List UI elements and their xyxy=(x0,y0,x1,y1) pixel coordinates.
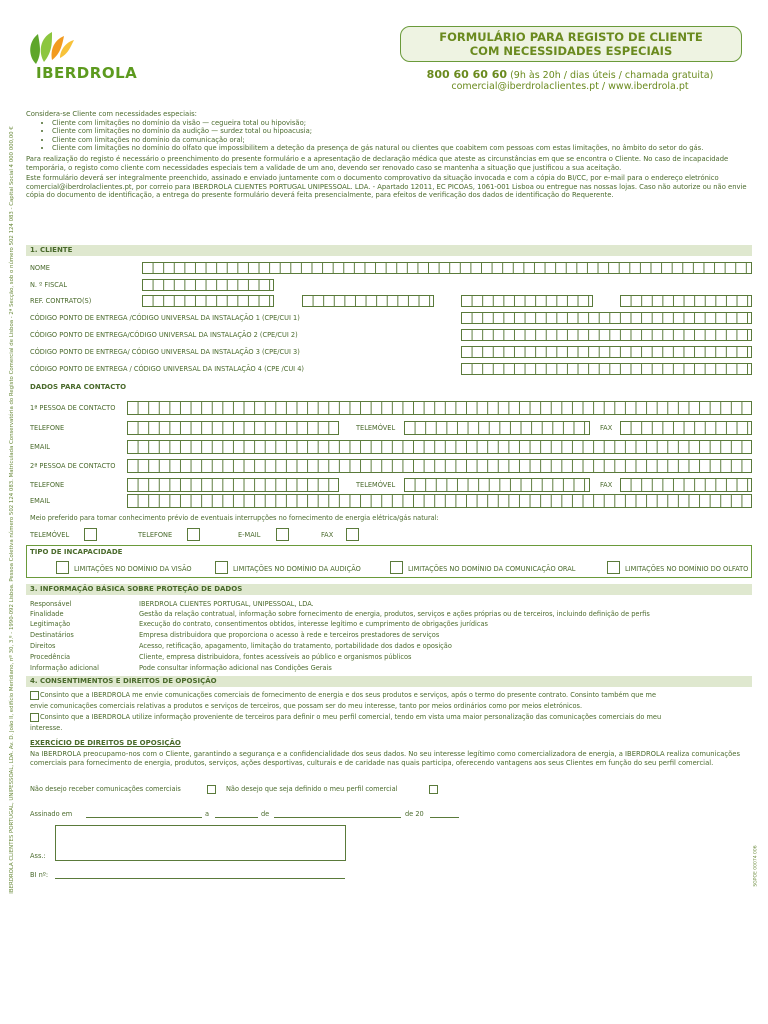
consent1-text-a: Consinto que a IBERDROLA me envie comunicações comerciais de fornecimento de energia e dos seus produtos e serviços, após o termo do presente contrato. Consinto também que me xyxy=(40,691,656,699)
incap-oral-checkbox[interactable] xyxy=(390,561,403,574)
phone-number: 800 60 60 60 xyxy=(426,68,508,81)
protect-key: Destinatários xyxy=(30,631,74,639)
intro-para1: Para realização do registo é necessário o preenchimento do presente formulário e a apresentação de declaração médica que ateste as circunstâncias em que se encontra o Cliente. No caso de incapacidade temporária, o registo como cliente com necessidades especiais tem a validade de um ano, devendo ser renovado caso se mantenha a situação que justificou a sua aceitação. xyxy=(26,154,729,172)
protect-key: Direitos xyxy=(30,642,56,650)
signed-de-label: de xyxy=(261,810,270,818)
protect-value: IBERDROLA CLIENTES PORTUGAL, UNIPESSOAL, LDA. xyxy=(139,600,314,608)
opt-no-communications-label: Não desejo receber comunicações comerciais xyxy=(30,785,181,793)
tlm1-field[interactable] xyxy=(404,421,590,435)
email2-field[interactable] xyxy=(127,494,752,508)
pref-tel-checkbox[interactable] xyxy=(187,528,200,541)
incapacity-title: TIPO DE INCAPACIDADE xyxy=(30,548,123,556)
iberdrola-logo xyxy=(24,28,154,84)
incap-audicao-checkbox[interactable] xyxy=(215,561,228,574)
ref-contrato-field-3[interactable] xyxy=(461,295,593,307)
protect-value: Cliente, empresa distribuidora, fontes acessíveis ao público e organismos públicos xyxy=(139,653,412,661)
cpe4-field[interactable] xyxy=(461,363,752,375)
intro-lead: Considera-se Cliente com necessidades especiais: xyxy=(26,110,197,118)
fax1-label: FAX xyxy=(600,424,613,432)
intro-bullet: • Cliente com limitações no domínio da visão — cegueira total ou hipovisão; xyxy=(52,119,754,128)
signed-month-field[interactable] xyxy=(274,817,401,818)
email1-label: EMAIL xyxy=(30,443,50,451)
nif-label: N. º FISCAL xyxy=(30,281,68,289)
protect-key: Procedência xyxy=(30,653,71,661)
signed-year-label: de 20 xyxy=(405,810,424,818)
section-protecao-header: 3. INFORMAÇÃO BÁSICA SOBRE PROTEÇÃO DE DADOS xyxy=(26,584,752,595)
protect-value: Pode consultar informação adicional nas Condições Gerais xyxy=(139,664,332,672)
consent2-text-b: interesse. xyxy=(30,724,63,732)
cpe1-label: CÓDIGO PONTO DE ENTREGA /CÓDIGO UNIVERSAL DA INSTALAÇÃO 1 (CPE/CUI 1) xyxy=(30,314,300,322)
pref-email-checkbox[interactable] xyxy=(276,528,289,541)
opt-no-profile-label: Não desejo que seja definido o meu perfil comercial xyxy=(226,785,398,793)
preferred-contact-text: Meio preferido para tomar conhecimento prévio de eventuais interrupções no fornecimento de energia elétrica/gás natural: xyxy=(30,514,439,522)
tel2-field[interactable] xyxy=(127,478,339,492)
fax1-field[interactable] xyxy=(620,421,752,435)
intro-bullet: • Cliente com limitações no domínio da audição — surdez total ou hipoacusia; xyxy=(52,127,754,136)
form-title-line1: FORMULÁRIO PARA REGISTO DE CLIENTE xyxy=(439,30,703,44)
protect-key: Informação adicional xyxy=(30,664,99,672)
section-consent-header: 4. CONSENTIMENTOS E DIREITOS DE OPOSIÇÃO xyxy=(26,676,752,687)
person1-field[interactable] xyxy=(127,401,752,415)
tlm2-field[interactable] xyxy=(404,478,590,492)
incap-vision-checkbox[interactable] xyxy=(56,561,69,574)
tel1-field[interactable] xyxy=(127,421,339,435)
pref-fax-label: FAX xyxy=(321,531,334,539)
protect-key: Legitimação xyxy=(30,620,71,628)
tlm1-label: TELEMÓVEL xyxy=(356,424,396,432)
cpe2-field[interactable] xyxy=(461,329,752,341)
incap-olfato-checkbox[interactable] xyxy=(607,561,620,574)
person2-field[interactable] xyxy=(127,459,752,473)
protect-key: Responsável xyxy=(30,600,72,608)
form-code xyxy=(752,846,760,886)
protect-value: Gestão da relação contratual, informação sobre fornecimento de energia, produtos, serviços e ações próprias ou de terceiros, incluindo definição de perfis xyxy=(139,610,650,618)
form-title-box xyxy=(400,26,742,62)
pref-fax-checkbox[interactable] xyxy=(346,528,359,541)
person1-label: 1ª PESSOA DE CONTACTO xyxy=(30,404,116,412)
ass-label: Ass.: xyxy=(30,852,46,860)
nome-label: NOME xyxy=(30,264,50,272)
bi-label: BI nº: xyxy=(30,871,49,879)
email1-field[interactable] xyxy=(127,440,752,454)
ref-contrato-field-2[interactable] xyxy=(302,295,434,307)
phone-hours: (9h às 20h / dias úteis / chamada gratuita) xyxy=(510,70,714,81)
nif-field[interactable] xyxy=(142,279,274,291)
email2-label: EMAIL xyxy=(30,497,50,505)
pref-email-label: E-MAIL xyxy=(238,531,261,539)
intro-bullet: • Cliente com limitações no domínio da comunicação oral; xyxy=(52,136,754,145)
form-code-text: SGPOE 00074 006 xyxy=(753,845,759,887)
ref-contrato-field-4[interactable] xyxy=(620,295,752,307)
tel1-label: TELEFONE xyxy=(30,424,65,432)
cpe3-field[interactable] xyxy=(461,346,752,358)
signature-box[interactable] xyxy=(55,825,346,861)
leaf-logo-icon xyxy=(24,28,84,68)
pref-tlm-label: TELEMÓVEL xyxy=(30,531,70,539)
incap-oral-label: LIMITAÇÕES NO DOMÍNIO DA COMUNICAÇÃO ORAL xyxy=(408,565,576,573)
consent1-text-b: envie comunicações comerciais relativas a produtos e serviços de terceiros, que possam ser do meu interesse, tanto por meios ordinários como por meios eletrónicos. xyxy=(30,702,583,710)
sidebar-legal-text-content: IBERDROLA CLIENTES PORTUGAL, UNIPESSOAL, LDA. Av. D. João II, edifício Meridiano, nº 30, 3.º - 1990-092 Lisboa. Pessoa Coletiva número 502 124 083. Matriculada Conservatória do Registo Comercial de Lisboa - 2ª Secção, sob o número 502 124 083 - Capital Social 4 000 000,00 € xyxy=(9,126,15,894)
pref-tel-label: TELEFONE xyxy=(138,531,173,539)
cpe3-label: CÓDIGO PONTO DE ENTREGA/ CÓDIGO UNIVERSAL DA INSTALAÇÃO 3 (CPE/CUI 3) xyxy=(30,348,300,356)
nome-field[interactable] xyxy=(142,262,752,274)
fax2-label: FAX xyxy=(600,481,613,489)
incap-vision-label: LIMITAÇÕES NO DOMÍNIO DA VISÃO xyxy=(74,565,192,573)
person2-label: 2ª PESSOA DE CONTACTO xyxy=(30,462,116,470)
incapacity-box xyxy=(26,545,752,578)
ref-contrato-field-1[interactable] xyxy=(142,295,274,307)
brand-name: IBERDROLA xyxy=(36,64,138,82)
signed-year-field[interactable] xyxy=(430,817,459,818)
signed-in-label: Assinado em xyxy=(30,810,73,818)
cpe2-label: CÓDIGO PONTO DE ENTREGA/CÓDIGO UNIVERSAL DA INSTALAÇÃO 2 (CPE/CUI 2) xyxy=(30,331,298,339)
consent2-text-a: Consinto que a IBERDROLA utilize informação proveniente de terceiros para definir o meu perfil comercial, tendo em vista uma maior personalização das comunicações comerciais do meu xyxy=(40,713,662,721)
signed-a-label: a xyxy=(205,810,210,818)
cpe1-field[interactable] xyxy=(461,312,752,324)
opposition-title: EXERCÍCIO DE DIREITOS DE OPOSIÇÃO xyxy=(30,739,181,747)
protect-value: Acesso, retificação, apagamento, limitação do tratamento, portabilidade dos dados e oposição xyxy=(139,642,452,650)
consent2-checkbox[interactable] xyxy=(30,713,39,722)
contact-email-web: comercial@iberdrolaclientes.pt / www.iberdrola.pt xyxy=(451,81,689,92)
tlm2-label: TELEMÓVEL xyxy=(356,481,396,489)
protect-value: Empresa distribuidora que proporciona o acesso à rede e terceiros prestadores de serviços xyxy=(139,631,440,639)
signed-day-field[interactable] xyxy=(215,817,258,818)
tel2-label: TELEFONE xyxy=(30,481,65,489)
protect-key: Finalidade xyxy=(30,610,64,618)
intro-text xyxy=(26,110,754,200)
intro-bullet: • Cliente com limitações no domínio do olfato que impossibilitem a deteção da presença de gás natural ou clientes que coabitem com pessoas com estas limitações, no âmbito do setor do gás. xyxy=(52,144,754,153)
contacts-heading: DADOS PARA CONTACTO xyxy=(30,383,127,391)
form-title-line2: COM NECESSIDADES ESPECIAIS xyxy=(469,44,673,58)
sidebar-legal-text xyxy=(2,60,22,960)
bi-field[interactable] xyxy=(55,878,345,879)
contact-phone xyxy=(405,68,735,81)
opt-no-profile-checkbox[interactable] xyxy=(429,785,438,794)
opt-no-communications-checkbox[interactable] xyxy=(207,785,216,794)
opposition-text: Na IBERDROLA preocupamo-nos com o Cliente, garantindo a segurança e a confidencialidade dos seus dados. No seu interesse legítimo como comercializadora de energia, a IBERDROLA realiza comunicações comerciais para fornecimento de energia, produtos, serviços, ações desportivas, culturais e de caridade nas quais participa, oferecendo vantagens aos seus Clientes em função do seu perfil comercial. xyxy=(30,750,740,767)
intro-bullets xyxy=(26,119,754,153)
incap-audicao-label: LIMITAÇÕES NO DOMÍNIO DA AUDIÇÃO xyxy=(233,565,361,573)
section-cliente-header: 1. CLIENTE xyxy=(26,245,752,256)
fax2-field[interactable] xyxy=(620,478,752,492)
ref-contrato-label: REF. CONTRATO(S) xyxy=(30,297,92,305)
signed-place-field[interactable] xyxy=(86,817,202,818)
pref-tlm-checkbox[interactable] xyxy=(84,528,97,541)
protect-value: Execução do contrato, consentimentos obtidos, interesse legítimo e cumprimento de obrigações jurídicas xyxy=(139,620,488,628)
cpe4-label: CÓDIGO PONTO DE ENTREGA / CÓDIGO UNIVERSAL DA INSTALAÇÃO 4 (CPE /CUI 4) xyxy=(30,365,304,373)
intro-para2: Este formulário deverá ser integralmente preenchido, assinado e enviado juntamente com o documento comprovativo da situação invocada e com a cópia do BI/CC, por e-mail para o endereço eletrónico comercial@iberdrolaclientes.pt, por correio para IBERDROLA CLIENTES PORTUGAL UNIPESSOAL. LDA. - Apartado 12011, EC PICOAS, 1061-001 Lisboa ou entregue nas nossas lojas. Caso não autorize ou não envie cópia do documento de identificação, a entrega do presente formulário deverá feita presencialmente, para efeitos de verificação dos dados de identificação do Requerente. xyxy=(26,174,747,200)
incap-olfato-label: LIMITAÇÕES NO DOMÍNIO DO OLFATO xyxy=(625,565,749,573)
consent1-checkbox[interactable] xyxy=(30,691,39,700)
